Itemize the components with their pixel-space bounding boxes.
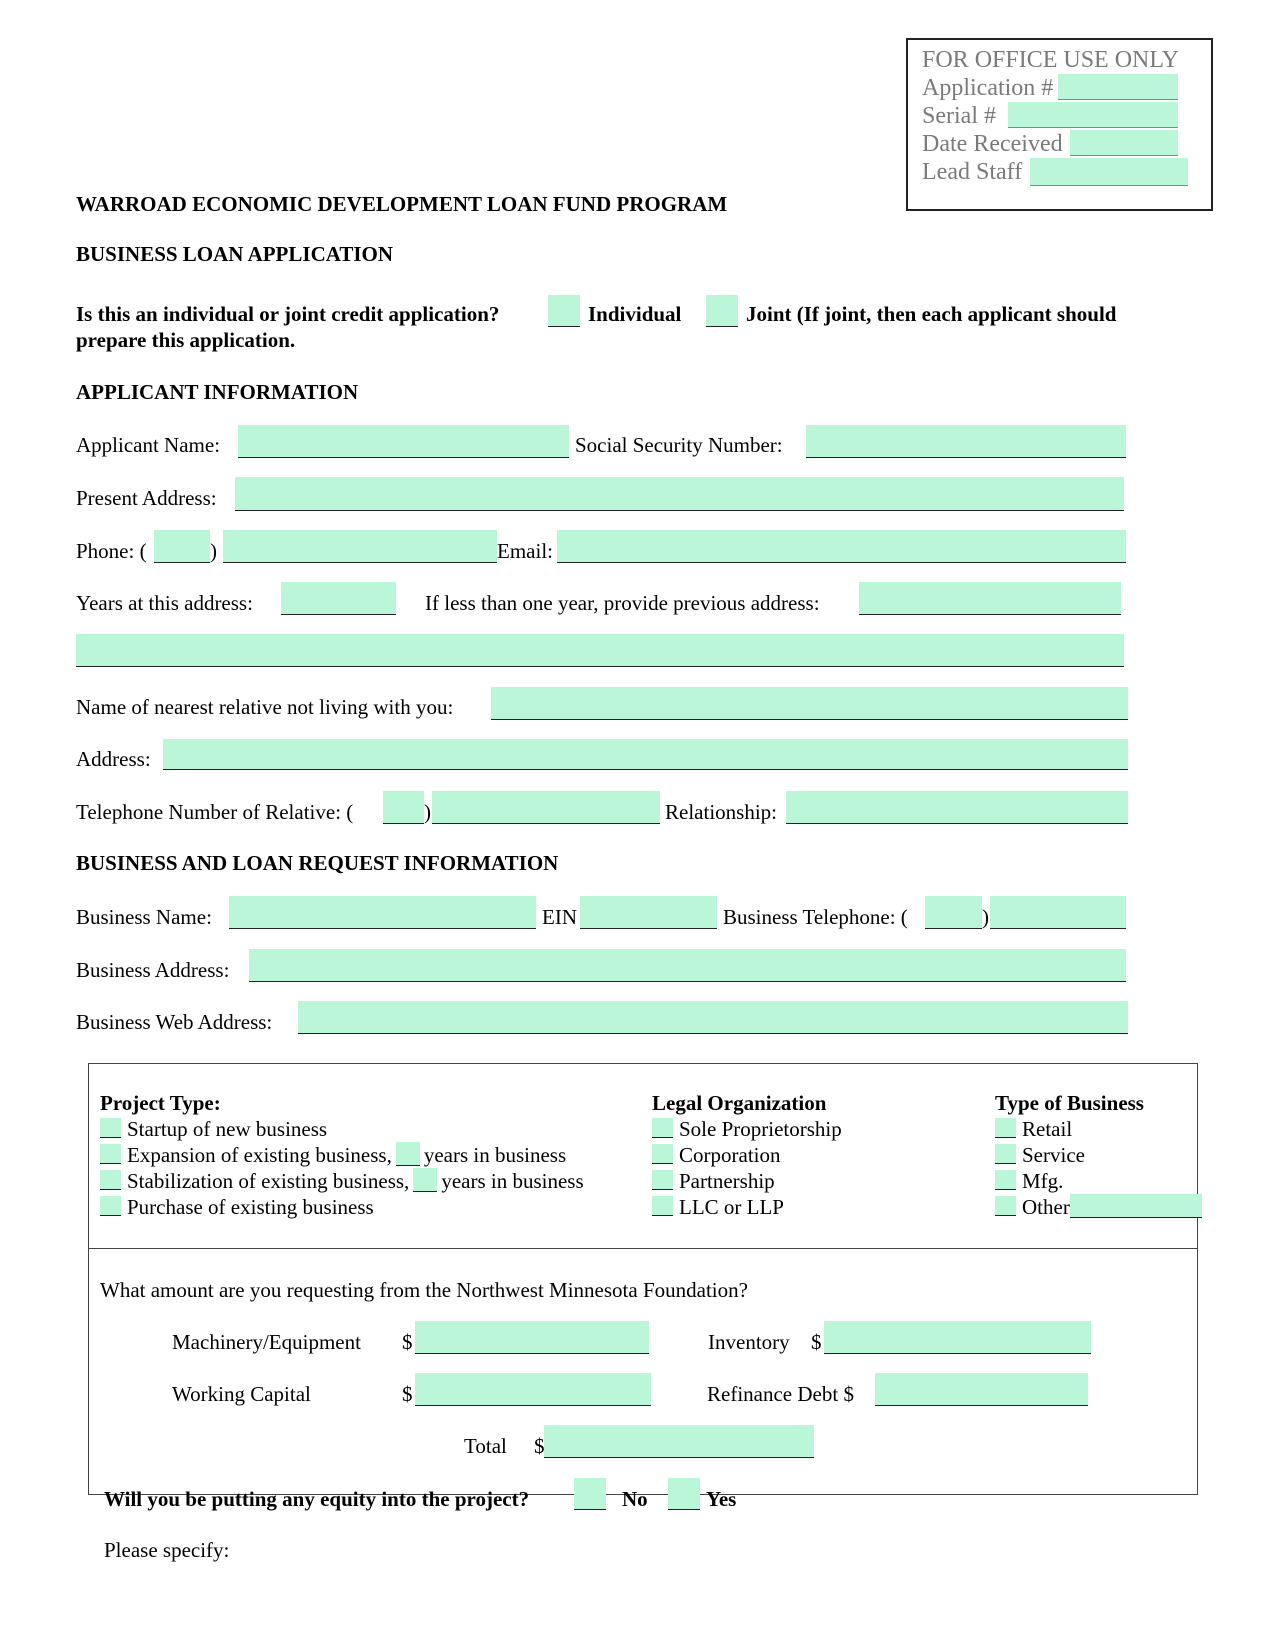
- previous-address-field[interactable]: [859, 582, 1121, 615]
- mfg-checkbox[interactable]: [995, 1170, 1016, 1190]
- joint-label: Joint (If joint, then each applicant should: [746, 302, 1117, 326]
- equity-no-checkbox[interactable]: [574, 1478, 606, 1510]
- business-address-field[interactable]: [249, 949, 1126, 982]
- relative-phone-field[interactable]: [432, 791, 660, 824]
- service-checkbox[interactable]: [995, 1144, 1016, 1164]
- purchase-checkbox[interactable]: [100, 1196, 121, 1216]
- legal-option[interactable]: [652, 1194, 842, 1220]
- joint-label-cont: prepare this application.: [76, 328, 296, 352]
- equity-yes-label: Yes: [706, 1487, 737, 1511]
- total-amount-field[interactable]: [544, 1425, 814, 1458]
- stabilization-checkbox[interactable]: [100, 1170, 121, 1190]
- relative-phone-area-field[interactable]: [383, 791, 424, 824]
- applicant-section-heading: APPLICANT INFORMATION: [76, 380, 359, 404]
- date-received-label: Date Received: [922, 131, 1063, 157]
- legal-organization-heading: Legal Organization: [652, 1091, 827, 1115]
- partnership-checkbox[interactable]: [652, 1170, 673, 1190]
- sole-proprietorship-label: Sole Proprietorship: [679, 1117, 842, 1141]
- business-web-field[interactable]: [298, 1001, 1128, 1034]
- equity-no-label: No: [622, 1487, 648, 1511]
- ssn-field[interactable]: [806, 425, 1126, 458]
- project-type-option[interactable]: [100, 1168, 584, 1194]
- business-phone-field[interactable]: [990, 896, 1126, 929]
- lead-staff-field[interactable]: [1030, 158, 1188, 186]
- relative-phone-paren-close: ): [424, 800, 431, 824]
- corporation-checkbox[interactable]: [652, 1144, 673, 1164]
- project-type-option[interactable]: [100, 1142, 584, 1168]
- machinery-dollar: $: [402, 1330, 413, 1354]
- retail-checkbox[interactable]: [995, 1118, 1016, 1138]
- phone-paren-close: ): [210, 539, 217, 563]
- legal-option[interactable]: [652, 1168, 842, 1194]
- panel-divider: [89, 1248, 1197, 1249]
- working-capital-label: Working Capital: [172, 1382, 311, 1406]
- other-checkbox[interactable]: [995, 1196, 1016, 1216]
- llc-label: LLC or LLP: [679, 1195, 784, 1219]
- individual-label: Individual: [588, 302, 682, 326]
- business-type-option[interactable]: [995, 1116, 1202, 1142]
- phone-number-field[interactable]: [223, 530, 497, 563]
- working-capital-amount-field[interactable]: [415, 1373, 651, 1406]
- business-address-label: Business Address:: [76, 958, 230, 982]
- legal-option[interactable]: [652, 1142, 842, 1168]
- stabilization-label: Stabilization of existing business,: [127, 1169, 410, 1193]
- years-at-address-label: Years at this address:: [76, 591, 253, 615]
- startup-label: Startup of new business: [127, 1117, 328, 1141]
- startup-checkbox[interactable]: [100, 1118, 121, 1138]
- relative-name-field[interactable]: [491, 687, 1128, 720]
- business-phone-label: Business Telephone: (: [723, 905, 908, 929]
- loan-details-panel: [88, 1063, 1198, 1495]
- service-label: Service: [1022, 1143, 1085, 1167]
- project-type-heading: Project Type:: [100, 1091, 221, 1115]
- inventory-amount-field[interactable]: [824, 1321, 1091, 1354]
- relationship-field[interactable]: [786, 791, 1128, 824]
- mfg-label: Mfg.: [1022, 1169, 1064, 1193]
- business-web-label: Business Web Address:: [76, 1010, 273, 1034]
- phone-label: Phone: (: [76, 539, 147, 563]
- business-type-option[interactable]: [995, 1142, 1202, 1168]
- previous-address-field-line2[interactable]: [76, 634, 1124, 667]
- serial-number-label: Serial #: [922, 103, 996, 129]
- working-capital-dollar: $: [402, 1382, 413, 1406]
- ein-field[interactable]: [580, 896, 717, 929]
- project-type-group: [100, 1090, 584, 1220]
- ssn-label: Social Security Number:: [575, 433, 783, 457]
- total-label: Total: [464, 1434, 507, 1458]
- stabilization-years-label: years in business: [441, 1169, 584, 1193]
- present-address-field[interactable]: [235, 477, 1124, 511]
- business-name-field[interactable]: [229, 896, 536, 929]
- machinery-label: Machinery/Equipment: [172, 1330, 361, 1354]
- present-address-label: Present Address:: [76, 486, 217, 510]
- application-number-label: Application #: [922, 75, 1054, 101]
- ein-label: EIN: [542, 905, 577, 929]
- inventory-label: Inventory: [708, 1330, 790, 1354]
- serial-number-field[interactable]: [1008, 102, 1178, 128]
- business-type-option[interactable]: [995, 1194, 1202, 1220]
- please-specify-label: Please specify:: [104, 1538, 230, 1562]
- individual-checkbox[interactable]: [548, 295, 580, 327]
- program-title: WARROAD ECONOMIC DEVELOPMENT LOAN FUND PROGRAM: [76, 192, 728, 216]
- project-type-option[interactable]: [100, 1116, 584, 1142]
- expansion-years-label: years in business: [423, 1143, 567, 1167]
- applicant-name-field[interactable]: [238, 425, 569, 458]
- years-at-address-field[interactable]: [281, 582, 396, 615]
- stabilization-years-field[interactable]: [413, 1168, 437, 1192]
- legal-option[interactable]: [652, 1116, 842, 1142]
- office-use-box: [906, 38, 1213, 211]
- total-dollar: $: [534, 1434, 545, 1458]
- other-label: Other: [1022, 1195, 1070, 1219]
- expansion-checkbox[interactable]: [100, 1144, 121, 1164]
- application-number-field[interactable]: [1058, 74, 1178, 100]
- refinance-amount-field[interactable]: [875, 1373, 1088, 1406]
- office-heading: FOR OFFICE USE ONLY: [922, 47, 1179, 73]
- sole-proprietorship-checkbox[interactable]: [652, 1118, 673, 1138]
- business-phone-area-field[interactable]: [925, 896, 982, 929]
- relative-name-label: Name of nearest relative not living with you:: [76, 695, 454, 719]
- inventory-dollar: $: [811, 1330, 822, 1354]
- equity-yes-checkbox[interactable]: [668, 1478, 700, 1510]
- business-name-label: Business Name:: [76, 905, 212, 929]
- joint-checkbox[interactable]: [706, 295, 738, 327]
- machinery-amount-field[interactable]: [415, 1321, 649, 1354]
- relationship-label: Relationship:: [665, 800, 777, 824]
- retail-label: Retail: [1022, 1117, 1073, 1141]
- relative-address-field[interactable]: [163, 739, 1128, 770]
- business-type-heading: Type of Business: [995, 1091, 1144, 1115]
- email-label: Email:: [497, 539, 553, 563]
- credit-question: Is this an individual or joint credit application?: [76, 302, 500, 326]
- expansion-years-field[interactable]: [396, 1142, 420, 1166]
- form-title: BUSINESS LOAN APPLICATION: [76, 242, 394, 266]
- purchase-label: Purchase of existing business: [127, 1195, 374, 1219]
- refinance-label: Refinance Debt $: [707, 1382, 854, 1406]
- date-received-field[interactable]: [1070, 130, 1178, 156]
- amount-question: What amount are you requesting from the Northwest Minnesota Foundation?: [100, 1278, 748, 1302]
- business-type-option[interactable]: [995, 1168, 1202, 1194]
- project-type-option[interactable]: [100, 1194, 584, 1220]
- corporation-label: Corporation: [679, 1143, 781, 1167]
- other-business-field[interactable]: [1070, 1194, 1202, 1218]
- relative-phone-label: Telephone Number of Relative: (: [76, 800, 354, 824]
- business-type-group: [995, 1090, 1202, 1220]
- equity-question: Will you be putting any equity into the project?: [104, 1487, 530, 1511]
- legal-organization-group: [652, 1090, 842, 1220]
- lead-staff-label: Lead Staff: [922, 159, 1023, 185]
- business-phone-paren-close: ): [982, 905, 989, 929]
- email-field[interactable]: [557, 530, 1126, 563]
- llc-checkbox[interactable]: [652, 1196, 673, 1216]
- applicant-name-label: Applicant Name:: [76, 433, 221, 457]
- expansion-label: Expansion of existing business,: [127, 1143, 392, 1167]
- previous-address-label: If less than one year, provide previous address:: [425, 591, 820, 615]
- relative-address-label: Address:: [76, 747, 151, 771]
- phone-area-code-field[interactable]: [154, 530, 210, 563]
- business-section-heading: BUSINESS AND LOAN REQUEST INFORMATION: [76, 851, 559, 875]
- partnership-label: Partnership: [679, 1169, 775, 1193]
